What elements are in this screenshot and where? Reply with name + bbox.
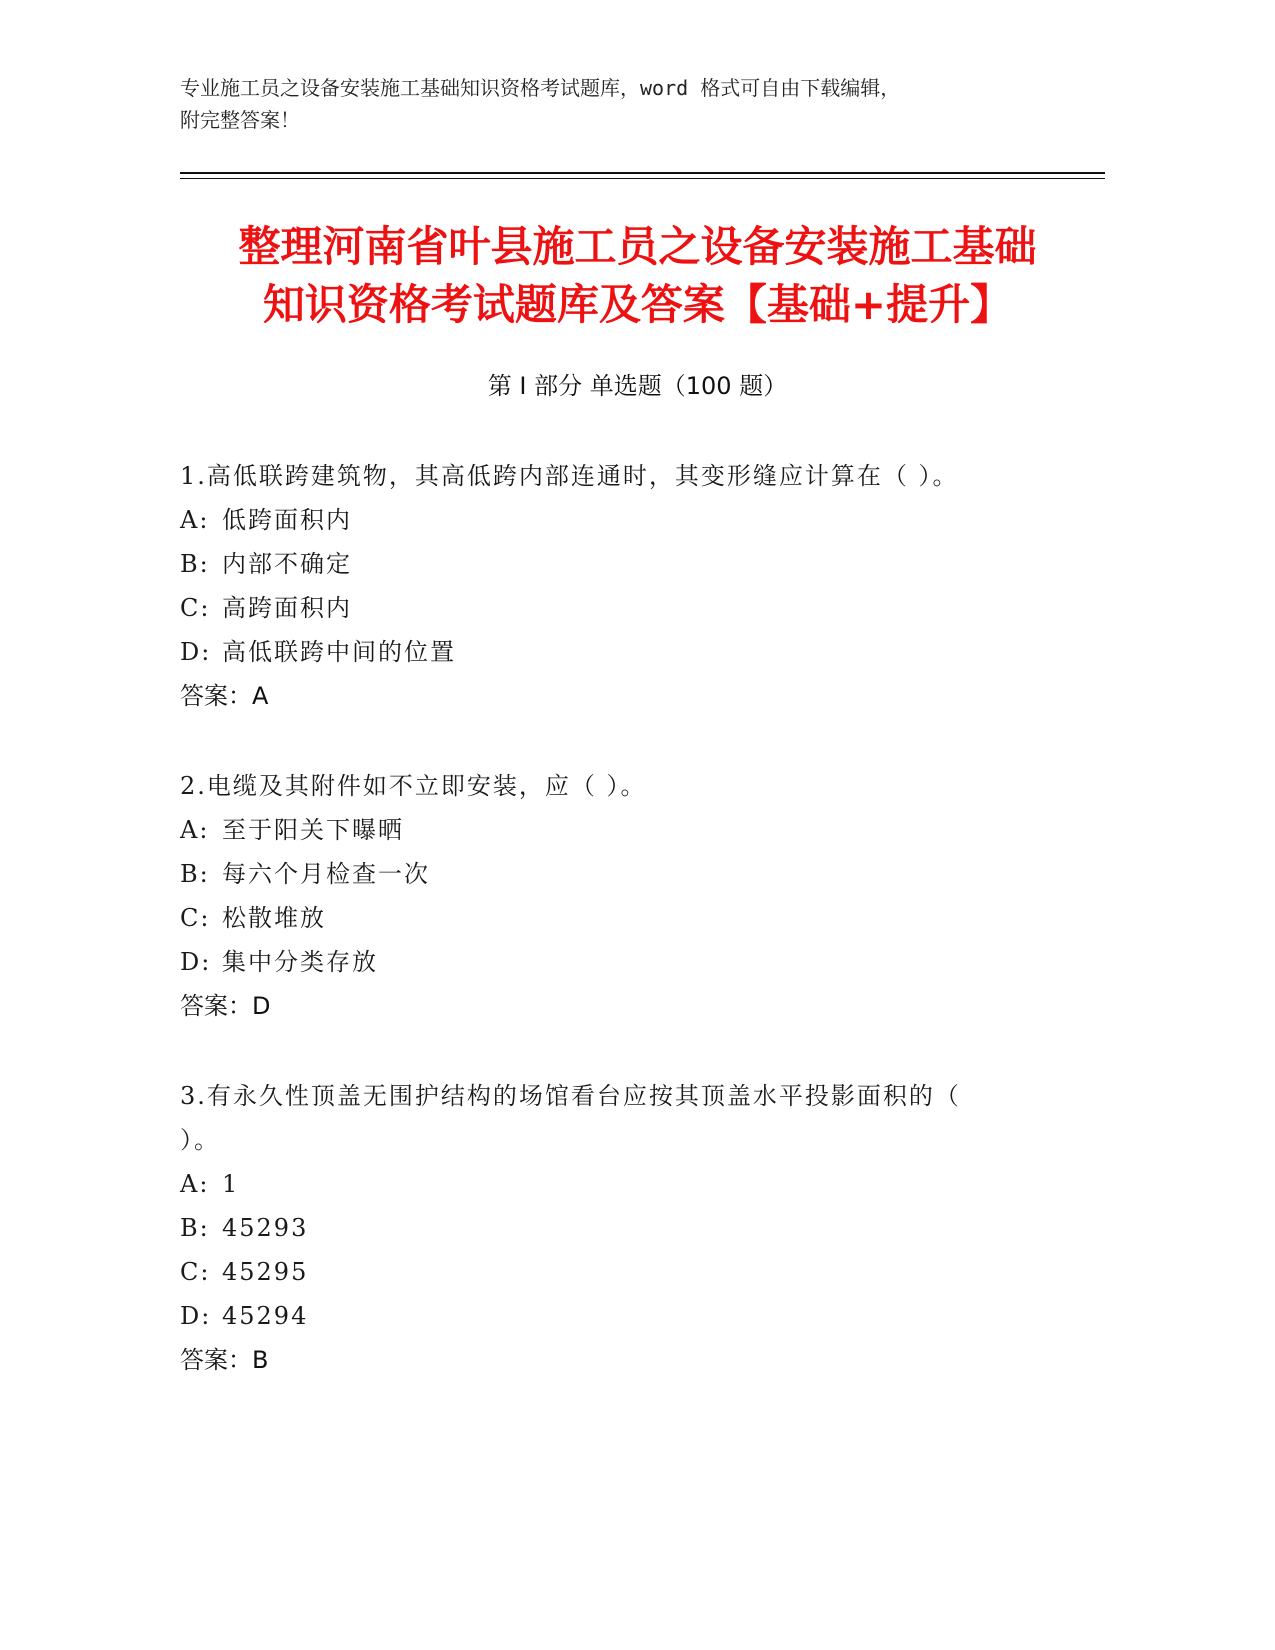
section-title: 第 I 部分 单选题（100 题）	[487, 372, 788, 400]
option-text: 1	[222, 1170, 240, 1198]
option-letter: D:	[180, 1302, 212, 1330]
header-divider-thick	[180, 172, 1105, 174]
option-a	[180, 808, 1060, 852]
option-d	[180, 630, 1060, 674]
option-text: 低跨面积内	[222, 506, 352, 534]
option-letter: A:	[180, 1170, 210, 1198]
option-text: 每六个月检查一次	[222, 860, 430, 888]
option-letter: A:	[180, 816, 210, 844]
question-3	[180, 1074, 1060, 1382]
question-2	[180, 764, 1060, 1028]
option-letter: D:	[180, 638, 212, 666]
option-d	[180, 1294, 1060, 1338]
option-letter: C:	[180, 594, 211, 622]
option-a	[180, 1162, 1060, 1206]
header-divider-thin	[180, 178, 1105, 179]
option-text: 45293	[222, 1214, 309, 1242]
option-text: 45294	[222, 1302, 309, 1330]
answer-line: 答案：A	[180, 682, 269, 710]
question-1	[180, 454, 1060, 718]
option-letter: A:	[180, 506, 210, 534]
question-stem: 2.电缆及其附件如不立即安装，应（ ）。	[180, 772, 647, 800]
header-note	[180, 72, 1080, 136]
question-stem-line-2: ）。	[180, 1126, 220, 1154]
option-c	[180, 586, 1060, 630]
option-b	[180, 852, 1060, 896]
question-stem: 1.高低联跨建筑物，其高低跨内部连通时，其变形缝应计算在（ ）。	[180, 462, 959, 490]
option-text: 至于阳关下曝晒	[222, 816, 404, 844]
option-letter: C:	[180, 904, 211, 932]
option-text: 内部不确定	[222, 550, 352, 578]
document-title-line-1: 整理河南省叶县施工员之设备安装施工基础	[238, 222, 1037, 271]
option-text: 高低联跨中间的位置	[222, 638, 456, 666]
header-note-line-1: 专业施工员之设备安装施工基础知识资格考试题库，word 格式可自由下载编辑，	[180, 76, 901, 100]
option-text: 高跨面积内	[222, 594, 352, 622]
option-letter: B:	[180, 1214, 210, 1242]
option-letter: C:	[180, 1258, 211, 1286]
option-text: 松散堆放	[222, 904, 326, 932]
option-b	[180, 542, 1060, 586]
option-text: 集中分类存放	[222, 948, 378, 976]
document-title	[150, 218, 1125, 334]
answer-line: 答案：B	[180, 1346, 269, 1374]
document-title-line-2: 知识资格考试题库及答案【基础+提升】	[262, 280, 1013, 329]
option-letter: D:	[180, 948, 212, 976]
option-c	[180, 896, 1060, 940]
option-b	[180, 1206, 1060, 1250]
header-note-line-2: 附完整答案！	[180, 108, 300, 132]
option-d	[180, 940, 1060, 984]
answer-line: 答案：D	[180, 992, 271, 1020]
option-c	[180, 1250, 1060, 1294]
option-text: 45295	[222, 1258, 309, 1286]
option-letter: B:	[180, 550, 210, 578]
question-list	[180, 454, 1060, 1428]
option-a	[180, 498, 1060, 542]
option-letter: B:	[180, 860, 210, 888]
question-stem-line-1: 3.有永久性顶盖无围护结构的场馆看台应按其顶盖水平投影面积的（	[180, 1082, 961, 1110]
